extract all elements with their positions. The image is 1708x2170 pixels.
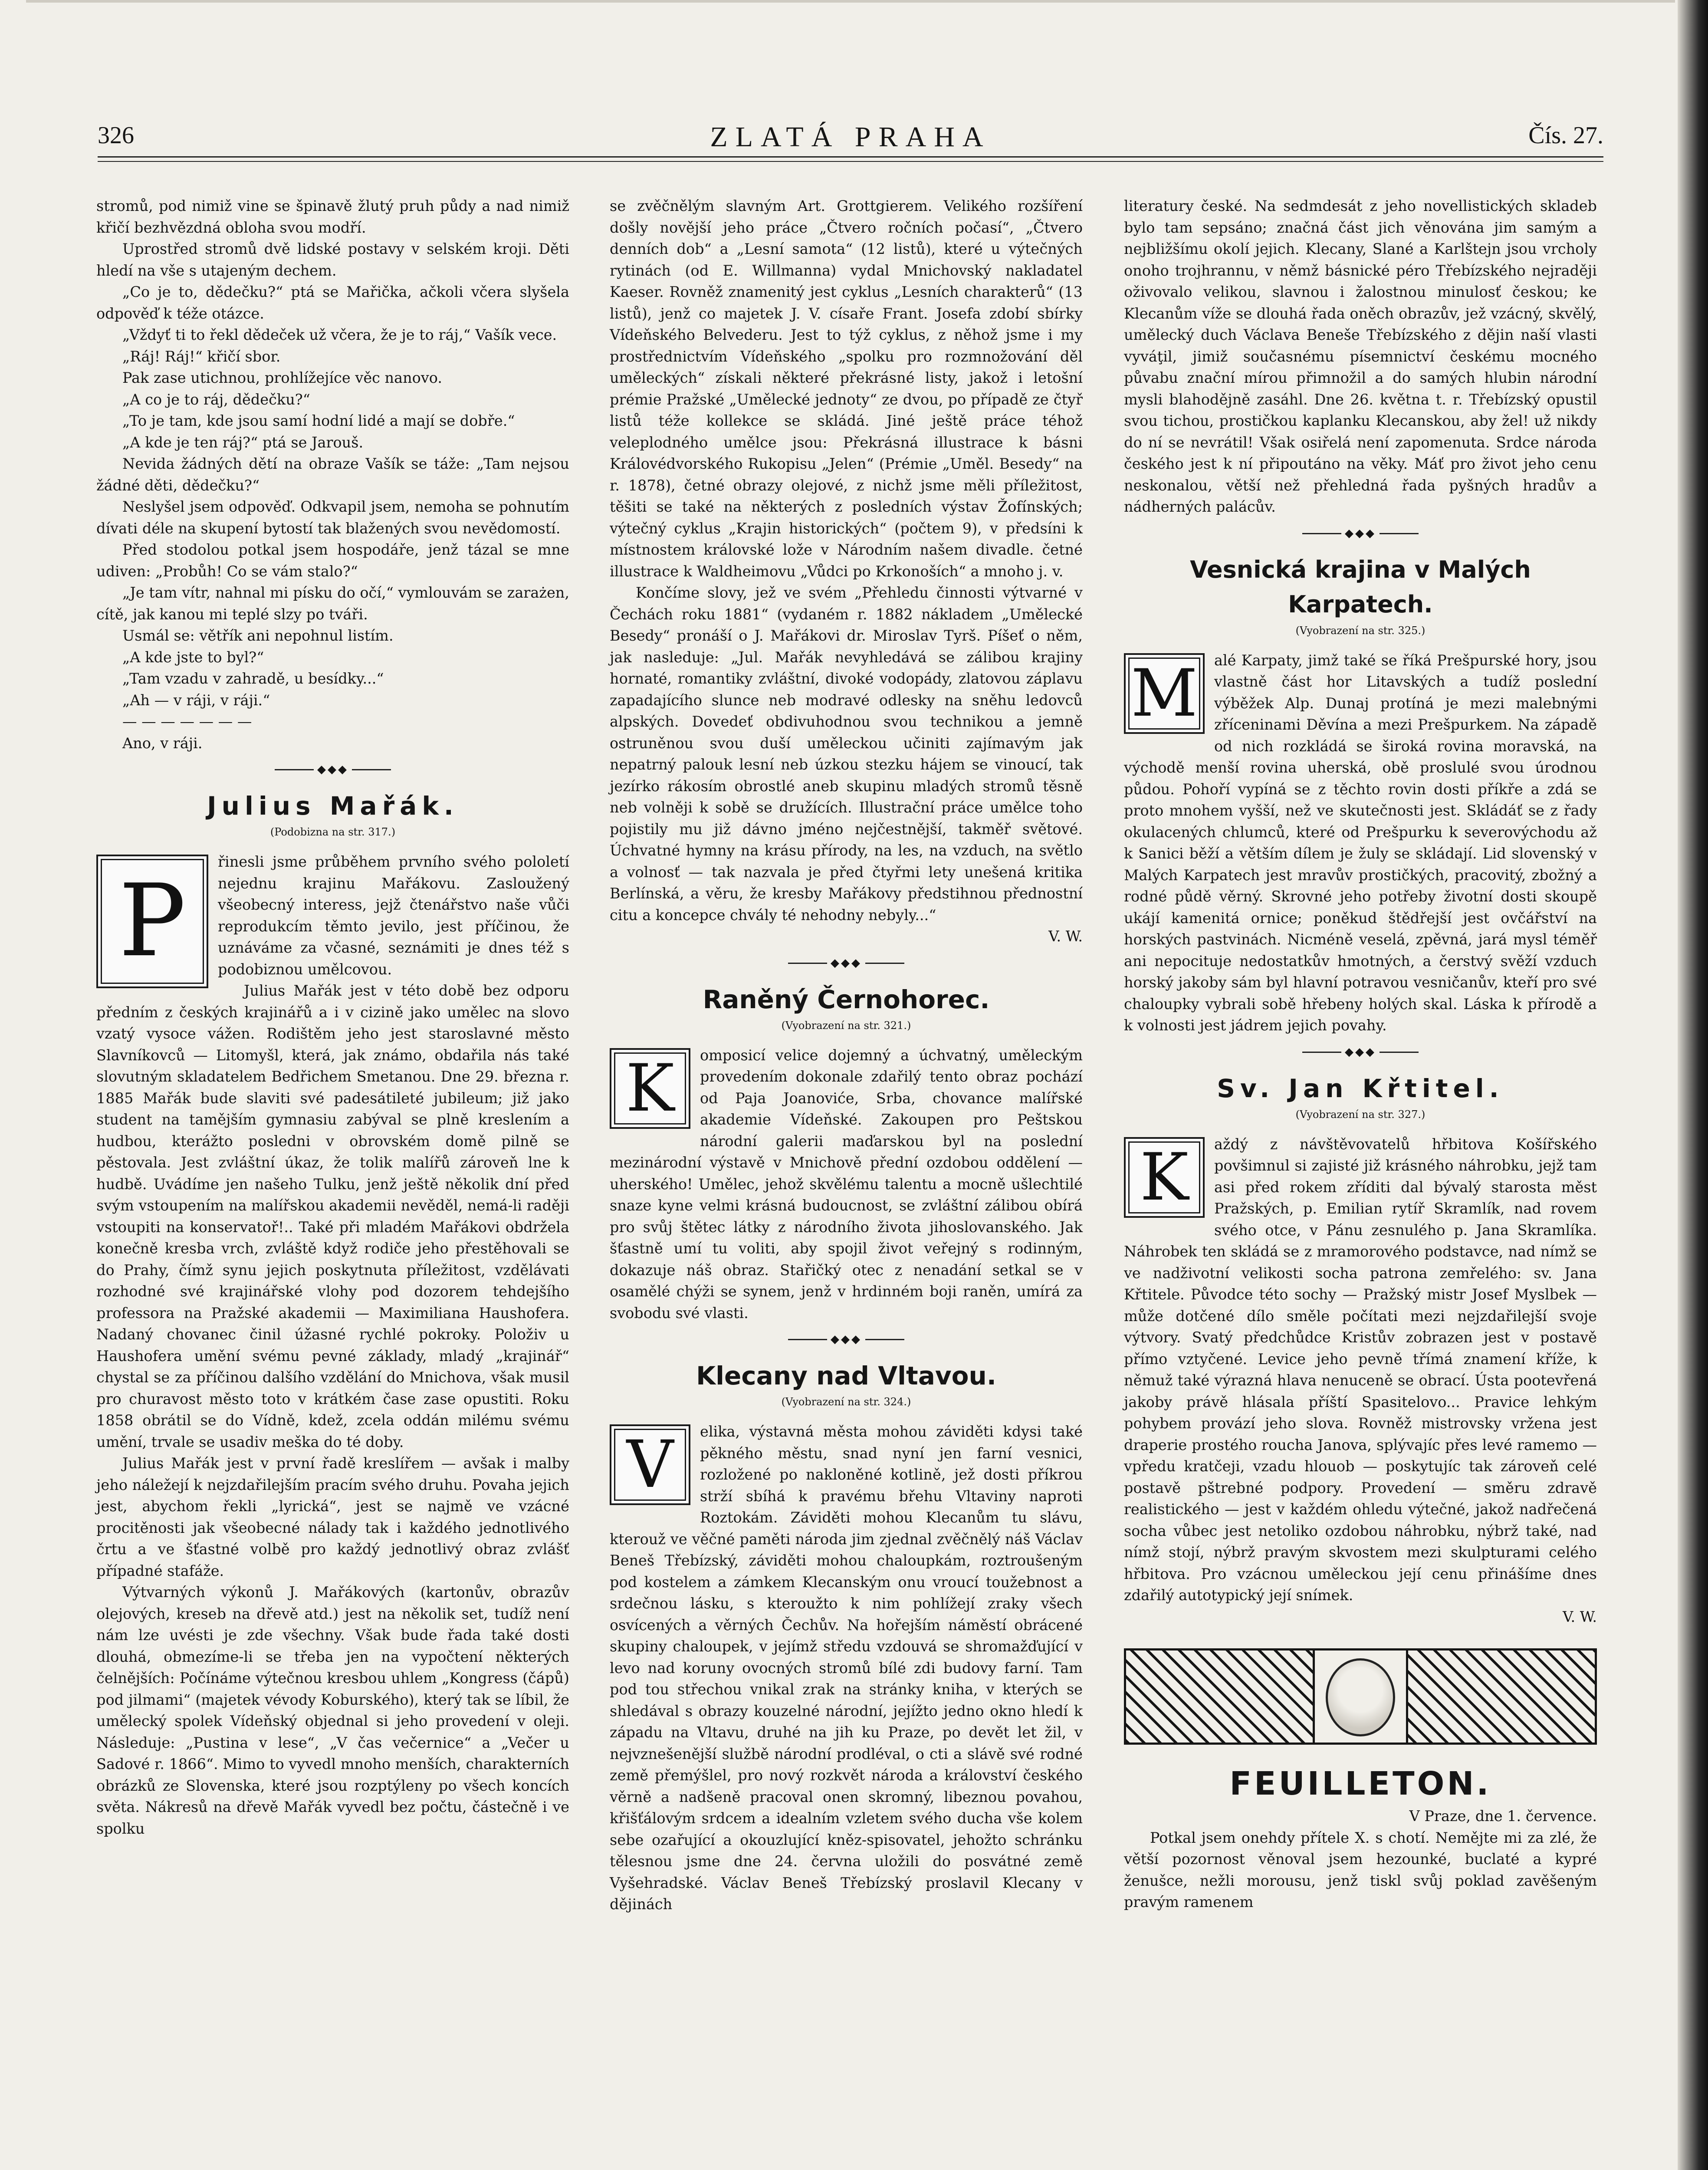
article-title-klecany: Klecany nad Vltavou. [696, 1361, 996, 1391]
paragraph: Pak zase utichnou, prohlížejíce věc nanovo. [122, 369, 442, 386]
paragraph: elika, výstavná města mohou záviděti kdysi také pěkného městu, snad nyní jen farní vesnici, rozložené po nakloněné kotlině, jež dosti příkrou strží sbíhá k pravému břehu Vltaviny naproti Roztokám. Záviděti mohou Klecanům tu slávu, kterouž ve věčné paměti národa jim zjednal zvěčnělý náš Václav Beneš Třebízský, záviděti mohou chaloupkám, roztroušeným pod kostelem a zámkem Klecanským onu vroucí toužebnost a srdečnou lásku, s kteroužto k nim pohlížejí zraky všech osvícených a věrných Čechův. Na hořejším náměstí obrácené skupiny chaloupek, v jejímž středu vzdouvá se shromažďující v levo nad koruny ovocných stromů bílé zdi budovy farní. Tam pod tou střechou vnikal zrak na stránky kniha, v kterých se shledával s obrazy kouzelné národní, jejížto jedno okno hledí k západu na Vltavu, druhé na jih ku Praze, po devět let žil, v nejvznešenější službě národní prodléval, o cti a slávě své rodné země přemýšlel, pro nový rozkvět národa a království českého věrně a nadšeně pracoval onen skromný, libeznou povahou, křišťálovým srdcem a idealním vzletem svého ducha vše kolem sebe ozařující a okouzlující kněz-spisovatel, jehožto schránku tělesnou jsme dne 24. června uložili do posvátné země Vyšehradské. Václav Beneš Třebízský proslavil Klecany v dějinách [610, 1423, 1083, 1913]
article-title-marak: Julius Mařák. [207, 791, 459, 821]
ornament-medallion [1313, 1651, 1408, 1743]
decorative-ornament-band [1124, 1648, 1597, 1745]
paragraph: „Ráj! Ráj!“ křičí sbor. [122, 348, 281, 365]
paragraph: stromů, pod nimiž vine se špinavě žlutý pruh půdy a nad nimiž křičí bezhvězdná obloha svou modří. [96, 197, 569, 236]
paragraph: Končíme slovy, jež ve svém „Přehledu činnosti výtvarné v Čechách roku 1881“ (vydaném r. 1882 nákladem „Umělecké Besedy“ pronáší o J. Mařákovi dr. Miroslav Tyrš. Píšeť o něm, jak nasleduje: „Jul. Mařák nevyhledává se zálibou krajiny hornaté, romantiky zvláštní, divoké vodopády, zlatovou záplavu zapadajícího slunce neb modravé odlesky na sněhu ledovců alpských. Dovedeť obdivuhodnou svou technikou a jemně ostruněnou svou duší uměleckou učiniti zajímavým jak nepatrný palouk lesní neb úzkou stezku hájem se vinoucí, tak jezírko rákosím obrostlé aneb skupinu mladých stromů těsně neb volněji k sobě se družících. Illustrační práce umělce toho pojistily mu již dávno jméno nejčestnější, takměř světové. Úchvatné hymny na krásu přírody, na les, na vzduch, na světlo a volnosť — tak nazvala je před čtyřmi lety unešená kritika Berlínská, a věru, že kresby Mařákovy předstihnou přednostní citu a koncepce chvály té nehodny nebyly...“ [610, 584, 1083, 924]
section-separator: ◆◆◆ [1124, 1036, 1597, 1067]
column-3 [1124, 195, 1597, 1913]
paragraph: Ano, v ráji. [122, 734, 203, 752]
paragraph: Výtvarných výkonů J. Mařákových (kartonův, obrazův olejových, kreseb na dřevě atd.) jest na několik set, tudíž není nám lze uvésti je zde všechny. Však bude řada také dosti dlouhá, obmezíme-li se třeba jen na vypočtení některých čelnějších: Počínáme výtečnou kresbou uhlem „Kongress (čápů) pod jilmami“ (majetek vévody Koburského), který tak se líbil, že umělecký spolek Vídeňský objednal si jeho provedení v oleji. Následuje: „Pustina v lese“, „V čas večernice“ a „Večer u Sadové r. 1866“. Mimo to vyvedl mnoho menších, charakterních obrázků ze Slovenska, které jsou rozptýleny po všech koncích světa. Nákresů na dřevě Mařák vyvedl bez počtu, částečně i ve spolku [96, 1584, 569, 1837]
page-header [98, 113, 1603, 161]
ornamental-initial: M [1124, 653, 1205, 734]
paragraph: omposicí velice dojemný a úchvatný, uměleckým provedením dokonale zdařilý tento obraz pochází od Paja Joanoviće, Srba, chovance malířské akademie Vídeňské. Zakoupen pro Peštskou národní galerii maďarskou byl na poslední mezinárodní výstavě v Mnichově přední ozdobou oddělení — uherského! Umělec, jehož skvělému talentu a mocně ušlechtilé snaze kyne velmi krásná budoucnost, se zvláštní zálibou obírá pro svůj štětec látky z národního života jihoslovanského. Jak šťastně umí tu voliti, aby spojil život veřejný s rodinným, dokazuje náš obraz. Stařičký otec z nenadání setkal se v osamělé chýži se synem, jenž v hrdinném boji raněn, umírá za svobodu své vlasti. [610, 1046, 1083, 1322]
portrait-medallion-icon [1326, 1658, 1395, 1736]
ornamental-initial: V [610, 1424, 690, 1505]
paragraph: Potkal jsem onehdy přítele X. s chotí. Nemějte mi za zlé, že větší pozornost věnoval jsem hezounké, buclaté a kypré ženušce, nežli morousu, jenž tiskl svůj poklad zavěšeným pravým ramenem [1124, 1829, 1597, 1910]
section-separator: ◆◆◆ [610, 947, 1083, 978]
paragraph: „A kde je ten ráj?“ ptá se Jarouš. [122, 434, 364, 451]
article-subtitle: (Podobizna na str. 317.) [270, 826, 396, 838]
paragraph: Julius Mařák jest v této době bez odporu předním z českých krajinářů a i v cizině jako umělec na slovo vzatý vysoce vážen. Rodištěm jeho jest staroslavné město Slavníkovců — Litomyšl, která, jak známo, obdařila nás také slovutným skladatelem Bedřichem Smetanou. Dne 29. března r. 1885 Mařák bude slaviti své padesátileté jubileum; již jako student na tamějším gymnasiu zabýval se plně kreslením a hudbou, kterážto posledni v obrovském domě pilně se pěstovala. Jest zvláštní úkaz, že tolik malířů zároveň lne k hudbě. Uvádíme jen našeho Tulku, jenž ještě několik dní před svým vstoupením na malířskou akademii nevěděl, nemá-li raději vstoupiti na konservatoř!.. Také při mladém Mařákovi obdržela konečně kresba vrch, zvláště když rodiče jeho přestěhovali se do Prahy, čímž synu jejich poskytnuta příležitost, vzdělávati rozhodné své krajinářské vlohy pod dozorem tehdejšího professora na Pražské akademii — Maximiliana Haushofera. Nadaný chovanec činil úžasné rychlé pokroky. Položiv u Haushofera umění svému pevné základy, mladý „krajinář“ chystal se za příčinou dalšího vzdělání do Mnichova, však musil pro churavost město toto v krátkém čase zase opustiti. Roku 1858 obrátil se do Vídně, kdež, zcela oddán milému svému umění, trvale se usadiv meška do té doby. [96, 982, 569, 1450]
author-signature: V. W. [1048, 928, 1083, 945]
article-subtitle: (Vyobrazení na str. 325.) [1295, 624, 1426, 637]
section-separator: ◆◆◆ [1124, 518, 1597, 548]
feuilleton-title: FEUILLETON. [1229, 1765, 1491, 1802]
paragraph: literatury české. Na sedmdesát z jeho novellistických skladeb bylo tam sepsáno; značná část jich věnována jim samým a nejbližšímu okolí jejich. Klecany, Slané a Karlštejn jsou vrcholy onoho trojhrannu, v němž básnické péro Třebízského nejraději oživovalo velikou, slavnou i žalostnou minulosť českou; ke Klecanům víže se dlouhá řada oněch obrazův, jež vzácný, skvělý, umělecký duch Václava Beneše Třebízského z dějin naší vlasti vyváţil, jimiž současnému písemnictví českému mocného půvabu znační mírou přimnožil a do samých hlubin národní mysli blahodějně zasáhl. Dne 26. května t. r. Třebízský opustil svou tichou, prostičkou kaplanku Klecanskou, aby žel! už nikdy do ní se nevrátil! Však osiřelá není zapomenuta. Srdce národa českého jest k ní připoutáno na věky. Máť pro život jeho cenu neskonalou, větší než přehledná řada pyšných hradův a nádherných palácův. [1124, 197, 1597, 515]
ornamental-initial: P [96, 855, 208, 988]
author-signature: V. W. [1563, 1608, 1597, 1625]
masthead-title: ZLATÁ PRAHA [710, 121, 991, 153]
paragraph: Uprostřed stromů dvě lidské postavy v selském kroji. Děti hledí na vše s utajeným dechem. [96, 240, 569, 279]
paragraph: „Je tam vítr, nahnal mi písku do očí,“ vymlouvám se zarażen, cítě, jak kanou mi teplé slzy po tváři. [96, 584, 569, 623]
paragraph: — — — — — — — [122, 713, 252, 730]
column-2 [610, 195, 1083, 1915]
paragraph: „Co je to, dědečku?“ ptá se Mařička, ačkoli včera slyšela odpověď k téže otázce. [96, 283, 569, 322]
paragraph: alé Karpaty, jimž také se říká Prešpurské hory, jsou vlastně část hor Litavských a tudíž poslední výběžek Alp. Dunaj protíná je mezi malebnými zříceninami Děvína a mezi Prešpurkem. Na západě od nich rozkládá se široká rovina moravská, na východě menší rovina uherská, obě proslulé svou úrodnou půdou. Pohoří vypíná se z těchto rovin dosti příkře a zdá se proto mnohem vyšší, než ve skutečnosti jest. Skládáť se z řady okulacených chlumců, které od Prešpurku k severovýchodu až k Sanici běží a větším dílem je žuly se skládají. Lid slovenský v Malých Karpatech jest mravův prostičkých, pracovitý, zbožný a rodné půdě věrný. Skrovné jeho potřeby životní dosti skoupě ukájí kamenitá ornice; poněkud štědřejší jest ovčářství na horských pastvinách. Nicméně veselá, zpěvná, jará mysl téměř ani nepocituje nedostatkův hmotných, a čerstvý svěží vzduch horský jakoby sám byl hlavní potravou vesničanův, kteří pro své chaloupky vybrali sobě hřebeny holých skal. Láska k přírodě a k volnosti jest jádrem jejich povahy. [1124, 651, 1597, 1034]
paragraph: „Vždyť ti to řekl dědeček už včera, že je to ráj,“ Vašík vece. [122, 326, 557, 343]
article-subtitle: (Vyobrazení na str. 321.) [781, 1019, 911, 1032]
paragraph: Julius Mařák jest v první řadě kreslířem — avšak i malby jeho náležejí k nejzdařilejším pracím svého druhu. Povaha jejich jest, abychom řekli „lyrická“, jest se najmě ve vzácné procitěnosti jak všeobecné nálady tak i každého jednotlivého črtu a ve šťastné volbě pro každý jednotlivý obraz zvlášť případné stafáže. [96, 1455, 569, 1579]
paragraph: řinesli jsme průběhem prvního svého pololetí nejednu krajinu Mařákovu. Zasloužený všeobecný interess, jejž čtenářstvo naše vůči reprodukcím těmto jevilo, jest příčinou, že uznáváme za včasné, seznámiti je dnes též s podobiznou umělcovou. [218, 853, 569, 978]
feuilleton-dateline: V Praze, dne 1. července. [1409, 1808, 1597, 1825]
paragraph: „A co je to ráj, dědečku?“ [122, 391, 310, 408]
article-title-jan: Sv. Jan Křtitel. [1217, 1073, 1504, 1103]
paragraph: Usmál se: větřík ani nepohnul listím. [122, 627, 394, 644]
paragraph: „To je tam, kde jsou samí hodní lidé a mají se dobře.“ [122, 412, 515, 429]
ornamental-initial: K [1124, 1137, 1205, 1218]
ornamental-initial: K [610, 1048, 690, 1129]
paragraph: Před stodolou potkal jsem hospodáře, jenž tázal se mne udiven: „Probůh! Co se vám stalo?“ [96, 541, 569, 580]
section-separator: ◆◆◆ [96, 754, 569, 784]
page-number: 326 [98, 122, 134, 149]
paragraph: aždý z návštěvovatelů hřbitova Košířského povšimnul si zajisté již krásného náhrobku, jejž tam asi před rokem zříditi dal bývalý starosta měst Pražských, p. Emilian rytíř Skramlík, nad rovem svého otce, v Pánu zesnulého p. Jana Skramlíka. Náhrobek ten skládá se z mramorového podstavce, nad nímž se ve nadživotní velikosti socha patrona zemřelého: sv. Jana Křtitele. Původce této sochy — Pražský mistr Josef Myslbek — může dotčené dílo směle počítati mezi nejzdařilejší svoje výtvory. Svatý předchůdce Kristův zobrazen jest v postavě přímo vztyčené. Levice jeho pevně třímá znamení kříže, k němuž také výrazná hlava nenuceně se obrací. Ústa pootevřená jakoby právě hlásala příští Spasitelovo... Pravice lehkým pohybem provází jeho slova. Rovněž mistrovsky vržena jest draperie prostého roucha Janova, splývajíc přes levé ramemo — vpředu kratčeji, vzadu hlouob — poskytujíc tak zároveň celé postavě pštrebné podpory. Provedení — směru zdravě realistického — jest v každém ohledu výtečné, jakož nadřečená socha vůbec jest netoliko ozdobou náhrobku, nýbrž také, nad nímž stojí, nýbrž pravým skvostem mezi skulpturami celého hřbitova. Pro vzácnou uměleckou její cenu přinášíme dnes zdařilý autotypický její snímek. [1124, 1135, 1597, 1604]
article-title-vesnicka: Vesnická krajina v Malých Karpatech. [1190, 556, 1531, 618]
article-subtitle: (Vyobrazení na str. 327.) [1295, 1108, 1426, 1121]
article-subtitle: (Vyobrazení na str. 324.) [781, 1396, 911, 1408]
paragraph: „Tam vzadu v zahradě, u besídky...“ [122, 670, 384, 687]
paragraph: Neslyšel jsem odpověď. Odkvapil jsem, nemoha se pohnutím dívati déle na skupení bytostí tak blažených svou nevědomostí. [96, 498, 569, 537]
issue-number: Čís. 27. [1528, 122, 1603, 149]
column-1 [96, 195, 569, 1839]
paragraph: „A kde jste to byl?“ [122, 648, 264, 666]
section-separator: ◆◆◆ [610, 1324, 1083, 1354]
top-edge-line [26, 0, 1675, 3]
paragraph: se zvěčnělým slavným Art. Grottgierem. Velikého rozšíření došly novější jeho práce „Čtvero ročních počasí“, „Čtvero denních dob“ a „Lesní samota“ (12 listů), které u výtečných rytinách (od E. Willmanna) vydal Mnichovský nakladatel Kaeser. Rovněž znamenitý jest cyklus „Lesních charakterů“ (13 listů), jenž co majetek J. V. císaře Frant. Josefa zdobí sbírky Vídeňského Belvederu. Jest to týž cyklus, z něhož jsme i my prostřednictvím Vídeňského „spolku pro rozmnožování děl uměleckých“ získali některé překrásné listy, jakož i letošní prémie Pražské „Umělecké jednoty“ ze dvou, po případě ze čtyř listů téže kollekce se skládá. Jiné ještě práce téhož veleplodného umělce jsou: Překrásná illustrace k básni Královédvorského Rukopisu „Jelen“ (Prémie „Uměl. Besedy“ na r. 1878), četné obrazy olejové, z nichž jsme měli příležitost, těšiti se také na některých z posledních výstav Žofínských; výtečný cyklus „Krajin historických“ (počtem 9), v předsíni k místnostem královské lože v Národním našem divadle. četné illustrace k Waldheimovu „Vůdci po Krkonoších“ a mnoho j. v. [610, 197, 1083, 580]
article-title-ranen: Raněný Černohorec. [703, 984, 990, 1014]
header-rule [98, 156, 1603, 162]
paragraph: „Ah — v ráji, v ráji.“ [122, 691, 270, 709]
paragraph: Nevida žádných dětí na obraze Vašík se táže: „Tam nejsou žádné děti, dědečku?“ [96, 455, 569, 494]
page-binding-edge [1678, 0, 1708, 2170]
